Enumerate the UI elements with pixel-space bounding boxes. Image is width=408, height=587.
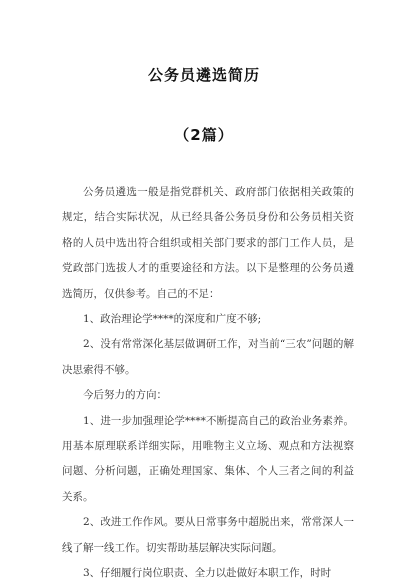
document-subtitle: （2篇） [174,126,234,144]
paragraph-direction-3: 3、仔细履行岗位职责、全力以赴做好本职工作，时时 [83,567,332,580]
document-body [62,180,354,587]
paragraph-shortcoming-2: 2、没有常常深化基层做调研工作，对当前“三农”问题的解决思索得不够。 [62,338,354,376]
paragraph-direction-heading: 今后努力的方向： [83,389,167,402]
paragraph-direction-2: 2、改进工作作风。要从日常事务中超脱出来，常常深人一线了解一线工作。切实帮助基层解决实际问题。 [62,516,354,554]
paragraph-direction-1: 1、进一步加强理论学****不断提高自己的政治业务素养。用基本原理联系详细实际，用唯物主义立场、观点和方法视察问题、分析问题，正确处理国家、集体、个人三者之间的利益关系。 [62,414,354,503]
paragraph-shortcoming-1: 1、政治理论学****的深度和广度不够; [83,313,262,326]
paragraph-intro: 公务员遴选一般是指党群机关、政府部门依据相关政策的规定，结合实际状况，从已经具备公务员身份和公务员相关资格的人员中选出符合组织或相关部门要求的部门工作人员，是党政部门选拔人才的重要途径和方法。以下是整理的公务员遴选简历，仅供参考。自己的不足： [62,186,354,300]
document-title: 公务员遴选简历 [147,66,260,84]
